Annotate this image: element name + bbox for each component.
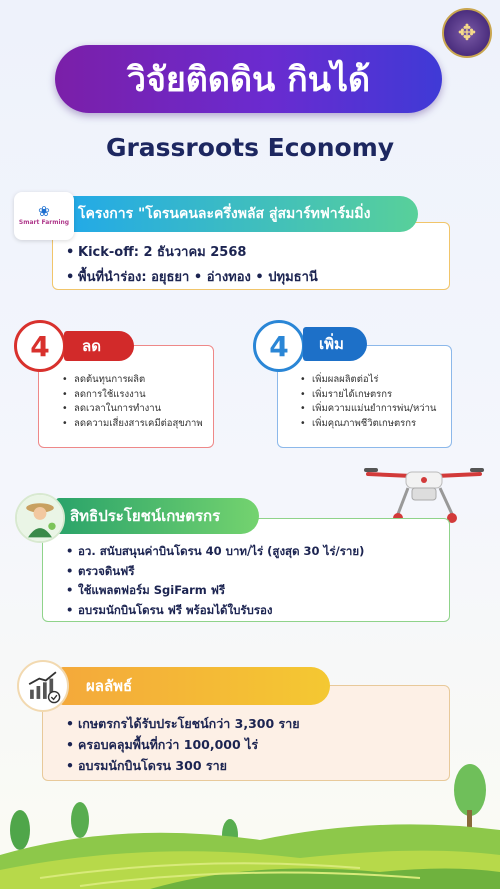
farmer-avatar-icon (15, 493, 65, 543)
result-item: • ครอบคลุมพื้นที่กว่า 100,000 ไร่ (66, 734, 300, 755)
benefit-item: • อว. สนับสนุนค่าบินโดรน 40 บาท/ไร่ (สูงสุด 30 ไร่/ราย) (66, 542, 364, 562)
benefit-item: • ตรวจดินฟรี (66, 562, 364, 582)
increase-list (300, 373, 436, 431)
reduce-item: • ลดความเสี่ยงสารเคมีต่อสุขภาพ (62, 417, 203, 432)
benefits-list (66, 542, 364, 620)
growth-chart-icon (17, 660, 69, 712)
benefits-header: สิทธิประโยชน์เกษตรกร (56, 498, 259, 534)
reduce-item: • ลดเวลาในการทำงาน (62, 402, 203, 417)
reduce-list (62, 373, 203, 431)
result-item: • อบรมนักบินโดรน 300 ราย (66, 755, 300, 776)
increase-number: 4 (253, 320, 305, 372)
page-title: วิจัยติดดิน กินได้ (55, 45, 442, 113)
result-item: • เกษตรกรได้รับประโยชน์กว่า 3,300 ราย (66, 713, 300, 734)
increase-item: • เพิ่มรายได้เกษตรกร (300, 388, 436, 403)
increase-label: เพิ่ม (303, 327, 367, 361)
project-details (66, 240, 318, 290)
increase-item: • เพิ่มผลผลิตต่อไร่ (300, 373, 436, 388)
reduce-item: • ลดต้นทุนการผลิต (62, 373, 203, 388)
results-header: ผลลัพธ์ (60, 667, 330, 705)
benefit-item: • อบรมนักบินโดรน ฟรี พร้อมได้ใบรับรอง (66, 601, 364, 621)
benefit-item: • ใช้แพลตฟอร์ม SgiFarm ฟรี (66, 581, 364, 601)
sprout-icon: ❀ (38, 204, 50, 220)
project-header: โครงการ "โดรนคนละครึ่งพลัส สู่สมาร์ทฟาร์มมิ่ง (66, 196, 418, 232)
reduce-number: 4 (14, 320, 66, 372)
field-landscape-illustration (0, 760, 500, 889)
project-kickoff: • Kick-off: 2 ธันวาคม 2568 (66, 240, 318, 265)
page-subtitle: Grassroots Economy (105, 133, 395, 162)
project-pilot-area: • พื้นที่นำร่อง: อยุธยา • อ่างทอง • ปทุมธานี (66, 265, 318, 290)
increase-item: • เพิ่มคุณภาพชีวิตเกษตรกร (300, 417, 436, 432)
reduce-label: ลด (64, 331, 134, 361)
smart-farming-icon (14, 192, 74, 240)
university-seal-icon: ✥ (442, 8, 492, 58)
reduce-item: • ลดการใช้แรงงาน (62, 388, 203, 403)
increase-item: • เพิ่มความแม่นยำการพ่น/หว่าน (300, 402, 436, 417)
smart-farming-label: Smart Farming (18, 219, 70, 227)
